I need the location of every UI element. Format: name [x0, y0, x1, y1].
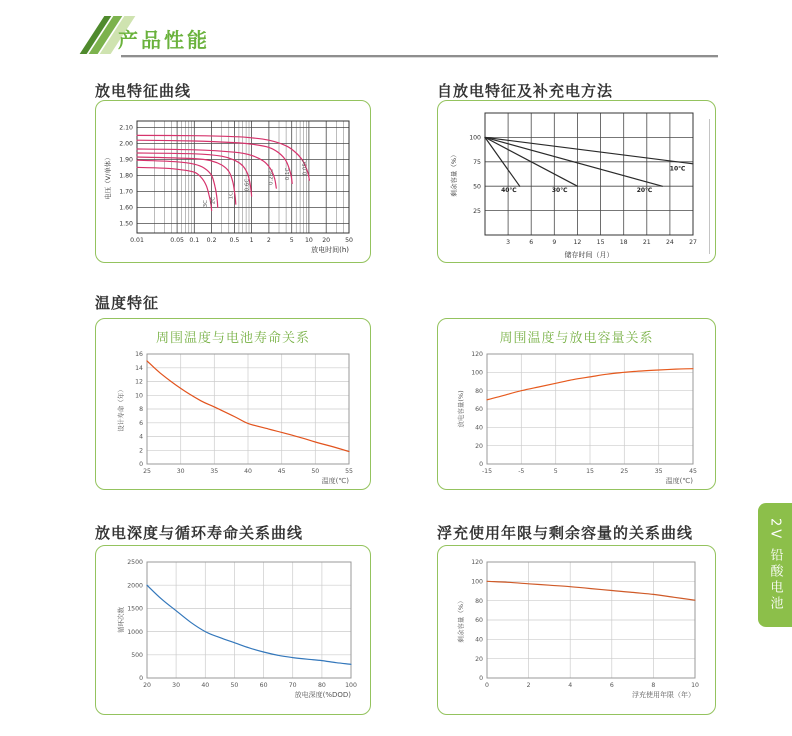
- svg-text:8: 8: [139, 406, 143, 414]
- svg-text:1000: 1000: [127, 628, 143, 636]
- page-title: 产品性能: [118, 28, 210, 52]
- side-tab-label: 2V 铅酸电池: [767, 517, 783, 613]
- panel-dod-cycles: [95, 545, 371, 715]
- svg-text:0: 0: [139, 675, 143, 683]
- svg-text:储存时间（月）: 储存时间（月）: [564, 251, 614, 259]
- svg-text:电压（V/单体）: 电压（V/单体）: [104, 154, 112, 200]
- svg-text:0.01: 0.01: [130, 237, 144, 244]
- header-divider: [121, 55, 718, 57]
- svg-text:2000: 2000: [127, 582, 143, 590]
- svg-text:0.2: 0.2: [206, 237, 217, 244]
- svg-text:8: 8: [651, 682, 656, 689]
- svg-text:0.1: 0.1: [189, 237, 200, 244]
- svg-text:0.6C: 0.6C: [244, 178, 251, 192]
- temp-capacity-chart: [439, 348, 714, 488]
- svg-text:0.05: 0.05: [170, 237, 184, 244]
- section-title-self-discharge: 自放电特征及补充电方法: [437, 82, 614, 100]
- svg-text:3C: 3C: [202, 200, 209, 208]
- svg-text:9: 9: [552, 239, 557, 246]
- svg-text:80: 80: [475, 597, 483, 605]
- svg-text:0: 0: [139, 461, 143, 469]
- svg-text:1.50: 1.50: [119, 220, 133, 228]
- self-discharge-chart: [439, 103, 714, 261]
- panel-float-life: [437, 545, 716, 715]
- svg-text:70: 70: [288, 682, 297, 689]
- svg-text:40℃: 40℃: [501, 187, 517, 195]
- svg-text:15: 15: [596, 239, 605, 246]
- svg-text:40: 40: [475, 424, 483, 432]
- svg-text:80: 80: [475, 387, 483, 395]
- svg-text:2500: 2500: [127, 559, 143, 567]
- svg-text:放电容量(%): 放电容量(%): [457, 390, 465, 428]
- svg-text:剩余容量（%）: 剩余容量（%）: [450, 151, 458, 197]
- svg-text:27: 27: [689, 239, 697, 246]
- svg-text:放电深度(%DOD): 放电深度(%DOD): [294, 691, 351, 699]
- svg-text:10: 10: [691, 682, 699, 689]
- svg-text:20: 20: [322, 237, 331, 244]
- svg-text:80: 80: [317, 682, 326, 689]
- svg-text:55: 55: [345, 468, 353, 475]
- panel-temp-capacity: [437, 318, 716, 490]
- svg-text:500: 500: [131, 652, 143, 659]
- svg-text:2: 2: [139, 447, 143, 455]
- svg-text:2: 2: [266, 237, 271, 244]
- svg-text:75: 75: [473, 159, 481, 166]
- svg-text:循环次数: 循环次数: [117, 607, 125, 633]
- svg-text:60: 60: [475, 617, 483, 625]
- svg-text:45: 45: [277, 468, 286, 475]
- svg-text:浮充使用年限（年）: 浮充使用年限（年）: [632, 691, 695, 699]
- svg-text:25: 25: [473, 207, 481, 215]
- svg-text:6: 6: [609, 682, 614, 689]
- svg-text:3: 3: [506, 239, 511, 246]
- svg-text:温度(℃): 温度(℃): [321, 477, 349, 485]
- svg-text:2: 2: [526, 682, 531, 689]
- svg-text:1.70: 1.70: [119, 188, 133, 196]
- svg-text:25: 25: [143, 468, 151, 475]
- svg-text:5: 5: [553, 468, 558, 475]
- svg-text:0.1C: 0.1C: [285, 167, 292, 181]
- section-title-dod: 放电深度与循环寿命关系曲线: [95, 524, 304, 542]
- svg-text:0.25C: 0.25C: [268, 168, 275, 185]
- float-life-chart: [439, 548, 714, 712]
- svg-text:30: 30: [172, 682, 181, 689]
- svg-text:50: 50: [345, 237, 353, 244]
- svg-text:1500: 1500: [127, 605, 143, 613]
- svg-text:6: 6: [139, 420, 143, 427]
- svg-text:12: 12: [135, 378, 143, 386]
- svg-text:剩余容量（%）: 剩余容量（%）: [457, 597, 465, 643]
- svg-text:20℃: 20℃: [636, 187, 653, 195]
- svg-text:100: 100: [471, 578, 483, 586]
- svg-text:16: 16: [135, 351, 143, 359]
- svg-text:100: 100: [345, 682, 357, 689]
- svg-text:4: 4: [568, 682, 573, 689]
- svg-text:0: 0: [485, 682, 489, 689]
- svg-text:1C: 1C: [228, 192, 235, 200]
- svg-text:30℃: 30℃: [551, 187, 568, 195]
- svg-text:10: 10: [304, 237, 313, 244]
- svg-text:6: 6: [529, 239, 534, 246]
- svg-text:-5: -5: [518, 468, 525, 475]
- svg-text:1.60: 1.60: [119, 204, 133, 212]
- svg-text:设计寿命（年）: 设计寿命（年）: [117, 386, 125, 432]
- svg-text:24: 24: [665, 239, 674, 246]
- svg-text:45: 45: [689, 468, 697, 475]
- svg-text:15: 15: [586, 468, 594, 475]
- svg-text:40: 40: [244, 468, 252, 475]
- section-title-discharge: 放电特征曲线: [95, 82, 192, 100]
- svg-text:10: 10: [135, 392, 143, 400]
- svg-text:50: 50: [473, 183, 481, 191]
- svg-text:21: 21: [642, 239, 651, 246]
- svg-text:50: 50: [311, 468, 320, 475]
- svg-text:60: 60: [259, 682, 268, 689]
- svg-text:放电时间(h): 放电时间(h): [311, 246, 349, 254]
- temp-life-chart: [97, 348, 369, 488]
- svg-text:40: 40: [475, 636, 483, 644]
- svg-text:1.80: 1.80: [119, 172, 133, 180]
- panel-subtitle-temp-life: 周围温度与电池寿命关系: [155, 331, 310, 346]
- discharge-curves-chart: [97, 103, 369, 261]
- panel-discharge-curves: [95, 100, 371, 263]
- svg-text:0: 0: [479, 675, 483, 683]
- panel-self-discharge: [437, 100, 716, 263]
- svg-text:60: 60: [475, 406, 483, 414]
- svg-text:35: 35: [210, 468, 219, 475]
- section-title-float-life: 浮充使用年限与剩余容量的关系曲线: [437, 524, 694, 542]
- svg-text:20: 20: [475, 442, 483, 450]
- svg-text:-15: -15: [481, 468, 493, 475]
- svg-text:30: 30: [176, 468, 185, 475]
- svg-text:2.00: 2.00: [119, 140, 133, 148]
- svg-text:100: 100: [469, 134, 481, 142]
- panel-subtitle-temp-capacity: 周围温度与放电容量关系: [499, 331, 654, 346]
- svg-text:温度(℃): 温度(℃): [665, 477, 693, 485]
- svg-text:12: 12: [573, 239, 582, 246]
- svg-text:20: 20: [475, 655, 483, 663]
- svg-text:50: 50: [230, 682, 239, 689]
- panel-temp-life: [95, 318, 371, 490]
- page-edge-line: [709, 119, 710, 254]
- svg-text:2C: 2C: [210, 196, 217, 205]
- svg-text:0.5: 0.5: [229, 237, 240, 244]
- svg-text:1.90: 1.90: [119, 156, 133, 164]
- svg-text:40: 40: [201, 682, 210, 689]
- svg-text:2.10: 2.10: [119, 124, 133, 132]
- svg-text:120: 120: [471, 351, 483, 359]
- side-tab-2v-lead-acid: [758, 503, 792, 627]
- svg-text:25: 25: [620, 468, 629, 475]
- svg-text:20: 20: [143, 682, 151, 689]
- section-title-temperature: 温度特征: [95, 294, 160, 312]
- svg-text:120: 120: [471, 559, 483, 567]
- svg-text:35: 35: [654, 468, 663, 475]
- svg-text:14: 14: [135, 365, 143, 372]
- svg-text:5: 5: [289, 237, 294, 244]
- svg-text:4: 4: [139, 433, 143, 441]
- svg-text:10℃: 10℃: [669, 165, 686, 173]
- dod-cycles-chart: [97, 548, 369, 712]
- svg-text:100: 100: [471, 369, 483, 377]
- svg-text:0.05C: 0.05C: [302, 159, 309, 176]
- svg-text:0: 0: [479, 461, 483, 469]
- svg-text:1: 1: [249, 237, 254, 244]
- svg-text:18: 18: [619, 239, 628, 246]
